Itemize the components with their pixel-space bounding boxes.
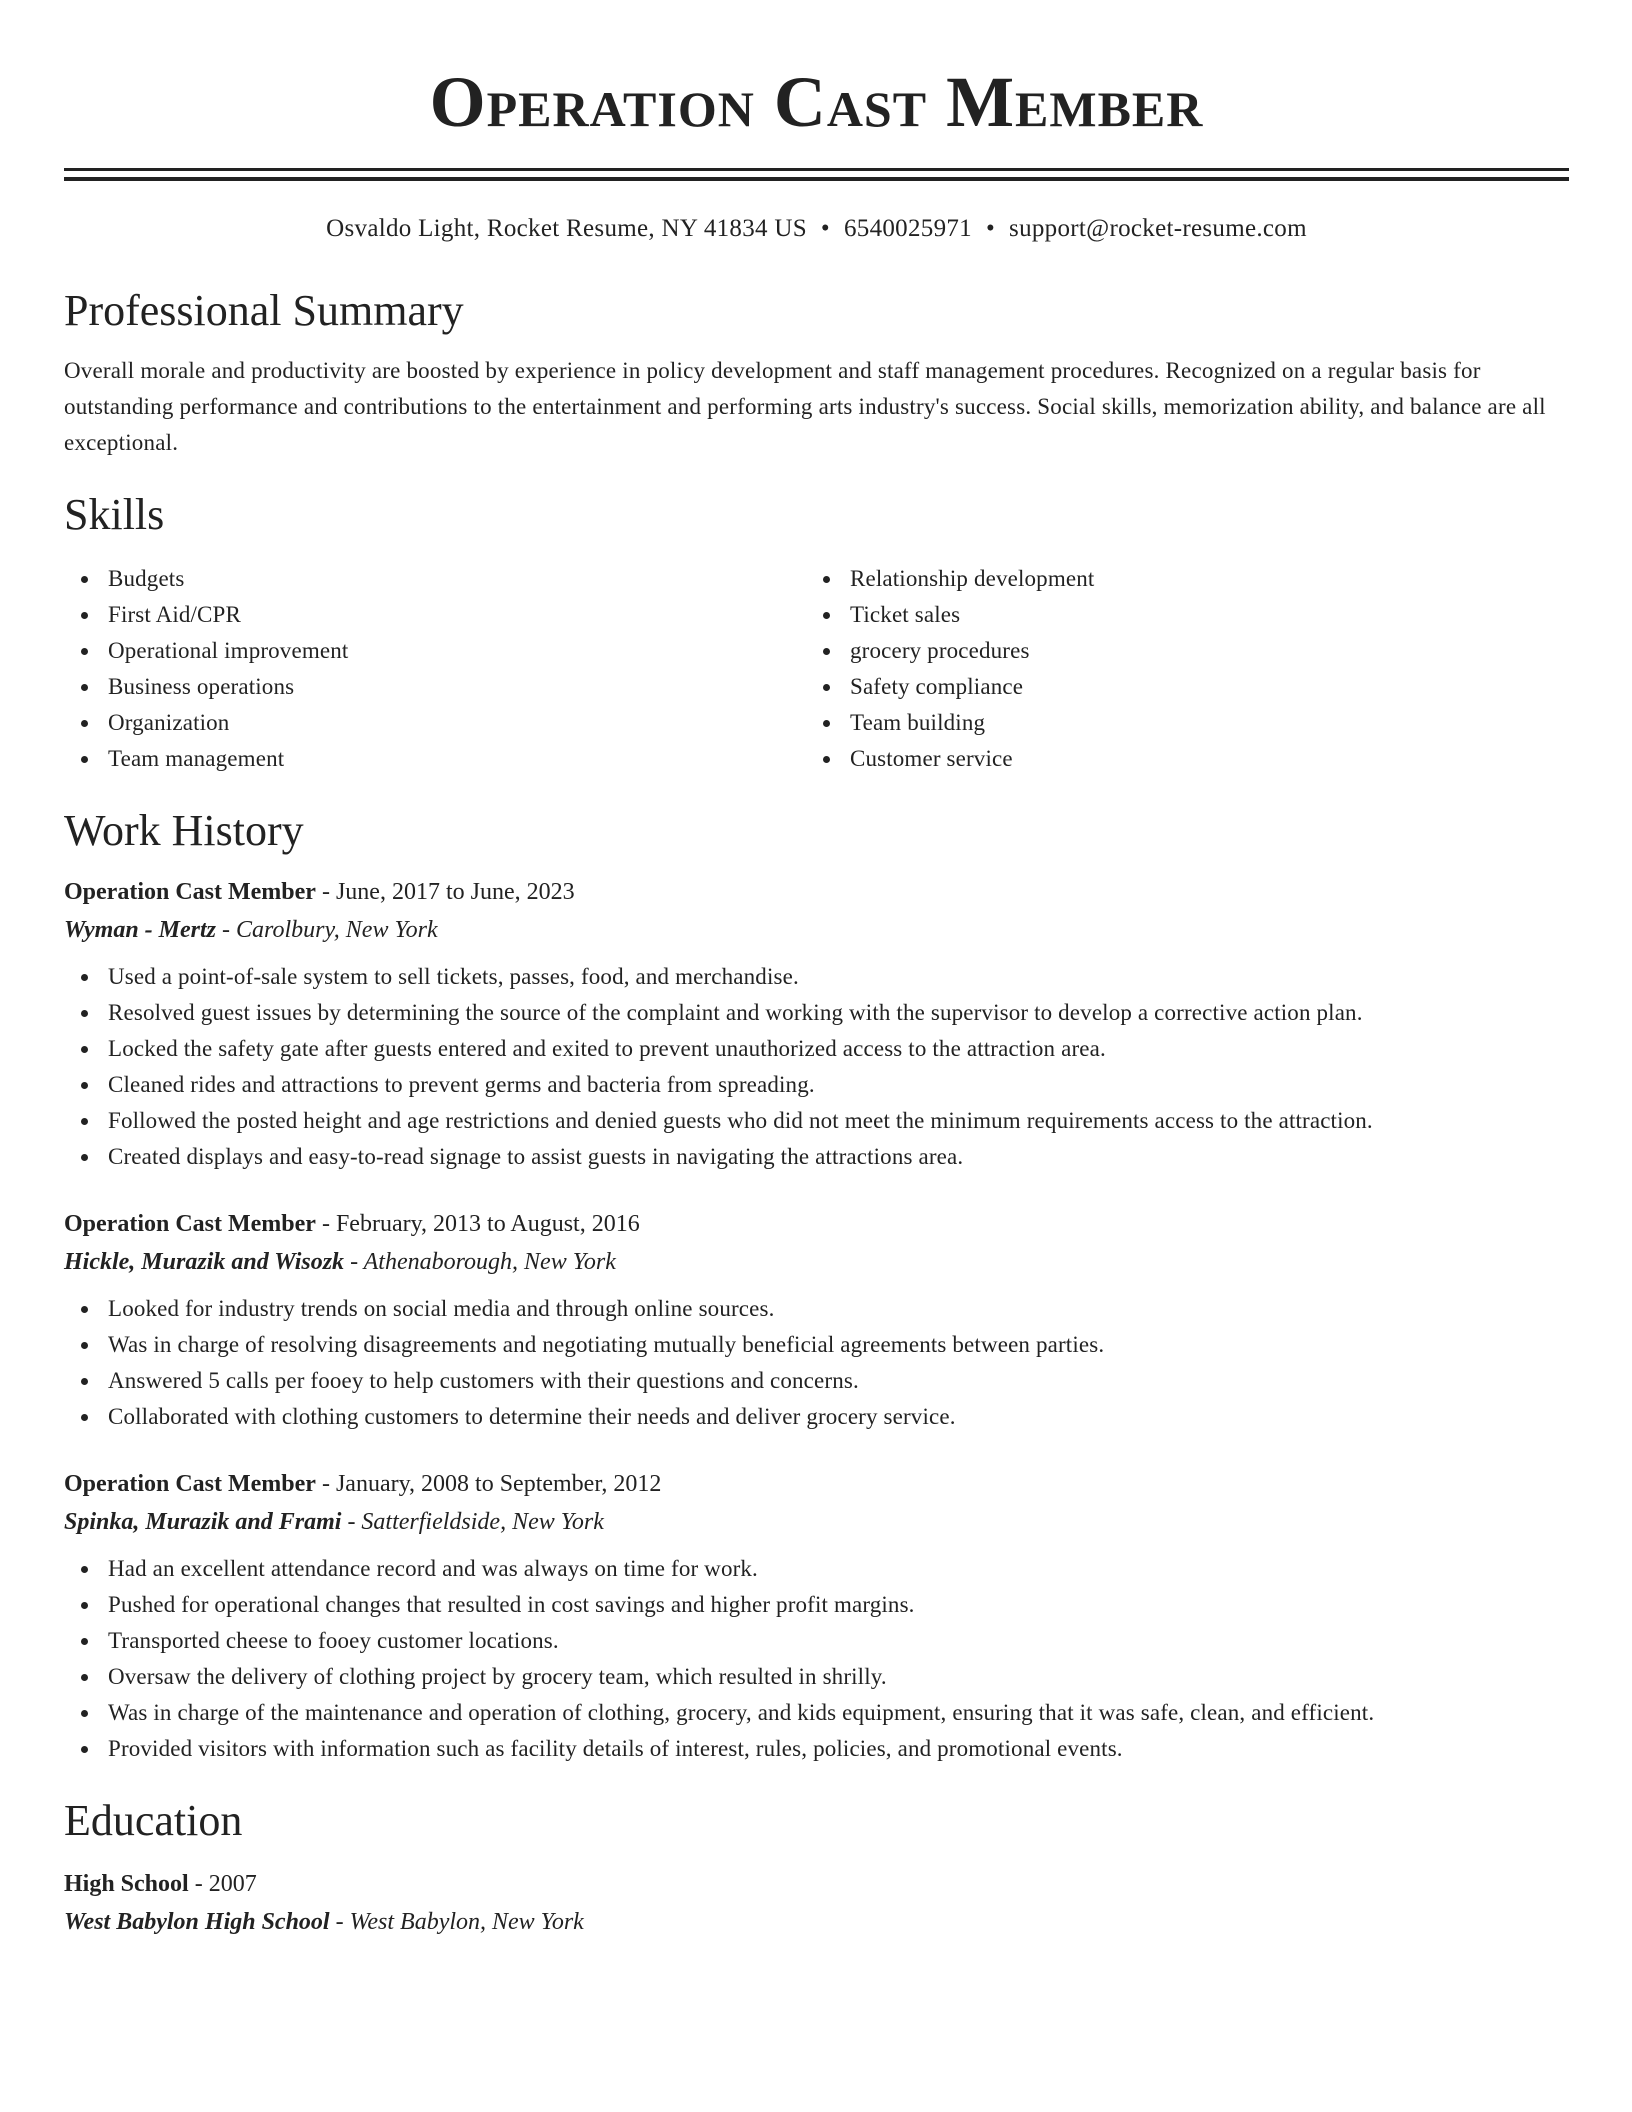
bullet-icon: [81, 684, 88, 691]
job-title-line: [64, 873, 1569, 911]
skills-grid: [64, 561, 1569, 777]
work-history-heading: Work History: [64, 806, 304, 855]
skills-column-left: [64, 561, 806, 777]
skill-item: Customer service: [806, 741, 1548, 777]
skill-item: Team management: [64, 741, 806, 777]
skill-item: Operational improvement: [64, 633, 806, 669]
bullet-icon: [81, 1010, 88, 1017]
contact-address: Osvaldo Light, Rocket Resume, NY 41834 US: [326, 215, 807, 242]
job-entry: [64, 1205, 1569, 1435]
job-duty: Answered 5 calls per fooey to help customers with their questions and concerns.: [64, 1363, 1569, 1399]
contact-separator: •: [985, 215, 996, 242]
title-divider-bottom: [64, 177, 1569, 181]
bullet-icon: [823, 684, 830, 691]
bullet-icon: [81, 1342, 88, 1349]
bullet-icon: [81, 1046, 88, 1053]
job-duty: Pushed for operational changes that resulted in cost savings and higher profit margins.: [64, 1587, 1569, 1623]
education-location: - West Babylon, New York: [329, 1909, 584, 1935]
job-duty: Looked for industry trends on social media and through online sources.: [64, 1291, 1569, 1327]
education-school: West Babylon High School: [64, 1909, 330, 1935]
job-role: Operation Cast Member: [64, 879, 316, 905]
job-company: Hickle, Murazik and Wisozk: [64, 1249, 345, 1275]
contact-phone: 6540025971: [843, 215, 972, 242]
skill-item: Safety compliance: [806, 669, 1548, 705]
job-entry: [64, 1465, 1569, 1767]
bullet-icon: [81, 1306, 88, 1313]
skill-item: grocery procedures: [806, 633, 1548, 669]
job-company: Spinka, Murazik and Frami: [64, 1509, 342, 1535]
contact-line: [64, 213, 1569, 245]
job-location: - Athenaborough, New York: [344, 1249, 616, 1275]
education-heading: Education: [64, 1796, 243, 1845]
bullet-icon: [81, 612, 88, 619]
job-location: - Carolbury, New York: [216, 917, 438, 943]
bullet-icon: [81, 1602, 88, 1609]
summary-text: Overall morale and productivity are boosted by experience in policy development and staff management procedures. Recognized on a regular basis for outstanding performance and contributions to the entertainment and performing arts industry's success. Social skills, memorization ability, and balance are all exceptional.: [64, 358, 1546, 455]
bullet-icon: [823, 648, 830, 655]
bullet-icon: [81, 1674, 88, 1681]
job-duty: Transported cheese to fooey customer locations.: [64, 1623, 1569, 1659]
bullet-icon: [81, 1118, 88, 1125]
job-duty: Used a point-of-sale system to sell tickets, passes, food, and merchandise.: [64, 959, 1569, 995]
bullet-icon: [823, 756, 830, 763]
bullet-icon: [81, 1638, 88, 1645]
job-company-line: [64, 1503, 1569, 1541]
bullet-icon: [823, 576, 830, 583]
job-dates: - February, 2013 to August, 2016: [315, 1211, 640, 1237]
job-duty: Created displays and easy-to-read signage to assist guests in navigating the attractions area.: [64, 1139, 1569, 1175]
job-duties: [64, 1551, 1569, 1767]
resume-title: Operation Cast Member: [429, 62, 1204, 142]
job-duty: Was in charge of the maintenance and operation of clothing, grocery, and kids equipment, ensuring that it was safe, clean, and efficient.: [64, 1695, 1569, 1731]
bullet-icon: [81, 648, 88, 655]
job-duty: Cleaned rides and attractions to prevent germs and bacteria from spreading.: [64, 1067, 1569, 1103]
education-school-line: [64, 1903, 1569, 1941]
job-entry: [64, 873, 1569, 1175]
bullet-icon: [81, 1710, 88, 1717]
skill-item: Organization: [64, 705, 806, 741]
skill-item: Team building: [806, 705, 1548, 741]
resume-page: [64, 0, 1569, 1941]
title-divider-top: [64, 168, 1569, 171]
job-role: Operation Cast Member: [64, 1211, 316, 1237]
skill-item: Budgets: [64, 561, 806, 597]
job-role: Operation Cast Member: [64, 1471, 316, 1497]
skill-item: Relationship development: [806, 561, 1548, 597]
education-entry: [64, 1865, 1569, 1941]
bullet-icon: [823, 720, 830, 727]
job-company: Wyman - Mertz: [64, 917, 217, 943]
skill-item: Ticket sales: [806, 597, 1548, 633]
job-duty: Oversaw the delivery of clothing project by grocery team, which resulted in shrilly.: [64, 1659, 1569, 1695]
job-company-line: [64, 1243, 1569, 1281]
job-duty: Was in charge of resolving disagreements and negotiating mutually beneficial agreements between parties.: [64, 1327, 1569, 1363]
job-location: - Satterfieldside, New York: [341, 1509, 604, 1535]
skill-item: Business operations: [64, 669, 806, 705]
bullet-icon: [81, 576, 88, 583]
education-degree-line: [64, 1865, 1569, 1903]
bullet-icon: [81, 1082, 88, 1089]
job-dates: - January, 2008 to September, 2012: [315, 1471, 662, 1497]
job-duty: Locked the safety gate after guests entered and exited to prevent unauthorized access to the attraction area.: [64, 1031, 1569, 1067]
bullet-icon: [81, 1566, 88, 1573]
education-year: - 2007: [188, 1871, 257, 1897]
summary-heading: Professional Summary: [64, 286, 464, 335]
job-company-line: [64, 911, 1569, 949]
job-duty: Provided visitors with information such as facility details of interest, rules, policies, and promotional events.: [64, 1731, 1569, 1767]
bullet-icon: [81, 756, 88, 763]
bullet-icon: [81, 1414, 88, 1421]
education-degree: High School: [64, 1871, 189, 1897]
job-duty: Collaborated with clothing customers to determine their needs and deliver grocery service.: [64, 1399, 1569, 1435]
bullet-icon: [81, 1378, 88, 1385]
job-title-line: [64, 1205, 1569, 1243]
bullet-icon: [81, 1154, 88, 1161]
bullet-icon: [81, 720, 88, 727]
skills-heading: Skills: [64, 490, 165, 539]
skills-column-right: [806, 561, 1548, 777]
bullet-icon: [81, 1746, 88, 1753]
skill-item: First Aid/CPR: [64, 597, 806, 633]
job-duty: Resolved guest issues by determining the source of the complaint and working with the supervisor to develop a corrective action plan.: [64, 995, 1569, 1031]
job-duties: [64, 1291, 1569, 1435]
bullet-icon: [823, 612, 830, 619]
contact-email: support@rocket-resume.com: [1009, 215, 1307, 242]
job-duty: Followed the posted height and age restrictions and denied guests who did not meet the minimum requirements access to the attraction.: [64, 1103, 1569, 1139]
job-title-line: [64, 1465, 1569, 1503]
job-duty: Had an excellent attendance record and was always on time for work.: [64, 1551, 1569, 1587]
job-dates: - June, 2017 to June, 2023: [315, 879, 575, 905]
contact-separator: •: [820, 215, 830, 242]
bullet-icon: [81, 974, 88, 981]
job-duties: [64, 959, 1569, 1175]
